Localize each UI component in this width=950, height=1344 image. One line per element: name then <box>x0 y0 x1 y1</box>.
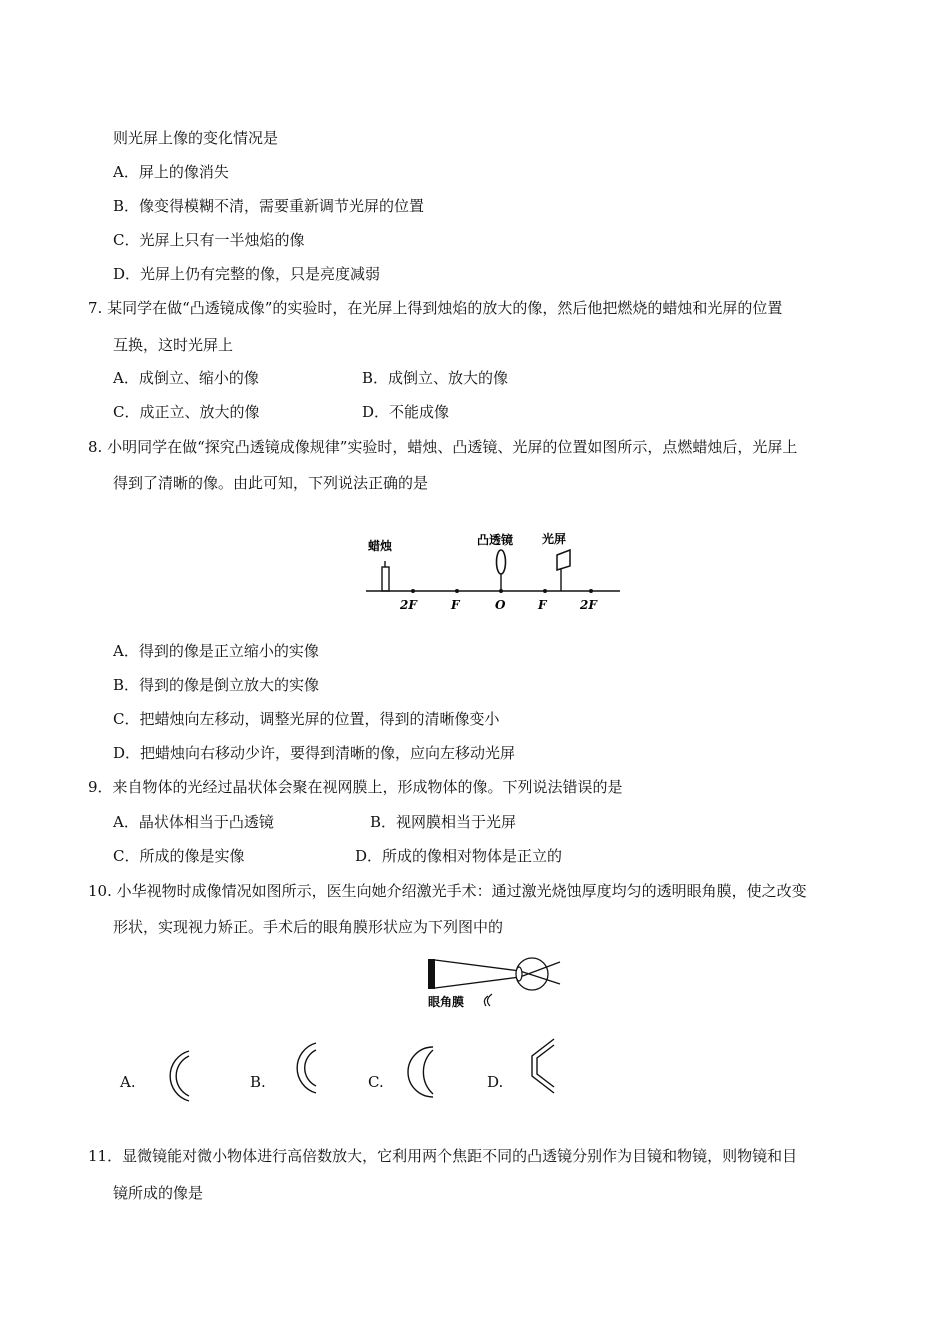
q7-stem-line1: 7. 某同学在做“凸透镜成像”的实验时，在光屏上得到烛焰的放大的像，然后他把燃烧的蜡烛和光屏的位置 <box>88 299 783 317</box>
q10-stem-line1: 10. 小华视物时成像情况如图所示，医生向她介绍激光手术：通过激光烧蚀厚度均匀的透明眼角膜，使之改变 <box>88 882 807 900</box>
q7-stem-line2: 互换，这时光屏上 <box>113 336 234 354</box>
q10-choice-d-label: D. <box>487 1073 504 1091</box>
q9-option-c: C．所成的像是实像 <box>113 847 245 865</box>
q8-stem-line1: 8. 小明同学在做“探究凸透镜成像规律”实验时，蜡烛、凸透镜、光屏的位置如图所示，点燃蜡烛后，光屏上 <box>88 438 798 456</box>
q10-choice-c-label: C. <box>368 1073 384 1091</box>
tick-f-right: F <box>538 598 547 612</box>
q7-option-b: B．成倒立、放大的像 <box>362 369 509 387</box>
q9-option-b: B．视网膜相当于光屏 <box>370 813 517 831</box>
q8-optical-bench-figure <box>362 525 624 617</box>
q6-option-d: D．光屏上仍有完整的像，只是亮度减弱 <box>113 265 381 283</box>
convex-lens-icon <box>497 550 506 591</box>
q7-option-c: C．成正立、放大的像 <box>113 403 260 421</box>
q6-option-c: C．光屏上只有一半烛焰的像 <box>113 231 305 249</box>
q9-option-a: A．晶状体相当于凸透镜 <box>113 813 274 831</box>
q8-stem-line2: 得到了清晰的像。由此可知，下列说法正确的是 <box>113 474 429 492</box>
q8-option-d: D．把蜡烛向右移动少许，要得到清晰的像，应向左移动光屏 <box>113 744 516 762</box>
tick-2f-right: 2F <box>580 598 597 612</box>
q10-choice-a-label: A. <box>120 1073 136 1091</box>
q7-option-d: D．不能成像 <box>362 403 450 421</box>
q9-stem: 9．来自物体的光经过晶状体会聚在视网膜上，形成物体的像。下列说法错误的是 <box>88 778 623 796</box>
q10-eye-figure <box>420 950 570 1012</box>
q10-choice-d-cornea <box>518 1036 560 1096</box>
q6-stem: 则光屏上像的变化情况是 <box>113 129 279 147</box>
q6-option-b: B．像变得模糊不清，需要重新调节光屏的位置 <box>113 197 425 215</box>
q7-option-a: A．成倒立、缩小的像 <box>113 369 259 387</box>
light-screen-icon <box>557 550 570 591</box>
q9-option-d: D．所成的像相对物体是正立的 <box>355 847 563 865</box>
tick-2f-left: 2F <box>400 598 417 612</box>
q10-choice-b-cornea <box>282 1040 322 1096</box>
cornea-label: 眼角膜 <box>428 995 465 1009</box>
q10-choice-c-cornea <box>397 1044 439 1100</box>
candle-label: 蜡烛 <box>368 539 393 553</box>
screen-label: 光屏 <box>542 532 567 546</box>
tick-f-left: F <box>451 598 460 612</box>
candle-icon <box>382 561 389 591</box>
q10-choice-a-cornea <box>155 1048 195 1104</box>
tick-o: O <box>495 598 506 612</box>
q11-stem-line1: 11．显微镜能对微小物体进行高倍数放大，它利用两个焦距不同的凸透镜分别作为目镜和物镜，则物镜和目 <box>88 1147 798 1165</box>
q8-option-a: A．得到的像是正立缩小的实像 <box>113 642 319 660</box>
q8-option-b: B．得到的像是倒立放大的实像 <box>113 676 320 694</box>
lens-label: 凸透镜 <box>477 533 514 547</box>
q10-stem-line2: 形状，实现视力矫正。手术后的眼角膜形状应为下列图中的 <box>113 918 504 936</box>
q6-option-a: A．屏上的像消失 <box>113 163 229 181</box>
object-bar <box>428 959 435 989</box>
q10-choice-b-label: B. <box>250 1073 266 1091</box>
q8-option-c: C．把蜡烛向左移动，调整光屏的位置，得到的清晰像变小 <box>113 710 500 728</box>
q11-stem-line2: 镜所成的像是 <box>113 1184 204 1202</box>
